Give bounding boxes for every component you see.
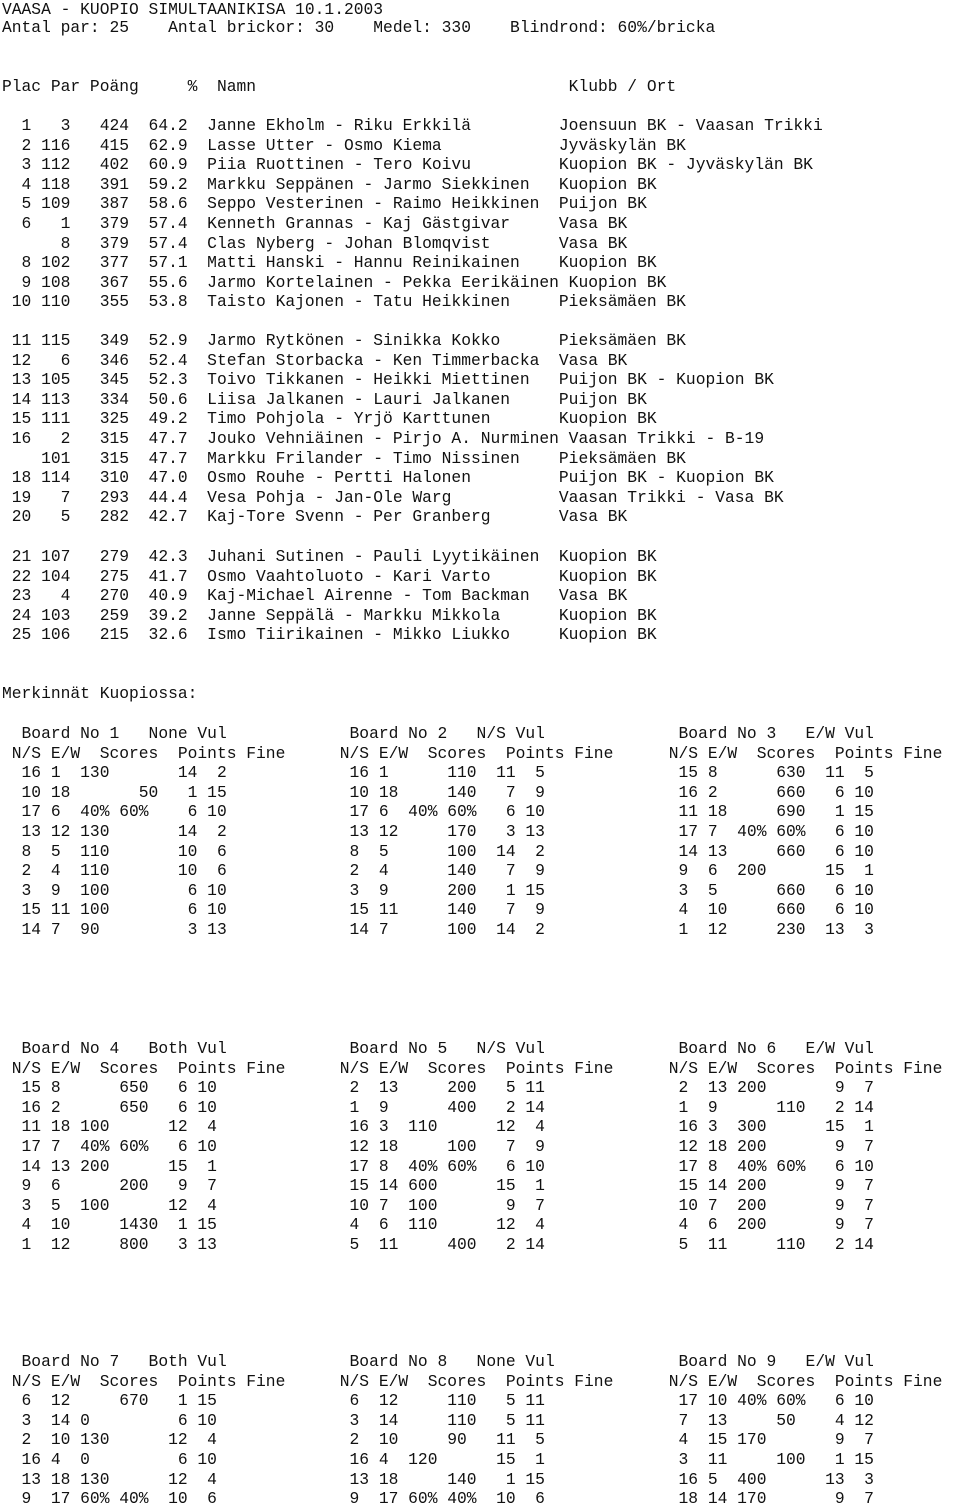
board-row: 5 11 400 2 14	[330, 1235, 545, 1254]
board-title: Board No 6 E/W Vul	[659, 1039, 874, 1058]
board-row: 17 6 40% 60% 6 10	[330, 802, 545, 822]
board-row: 16 4 0 6 10	[2, 1450, 217, 1469]
board-row: 1 12 230 13 3	[659, 920, 874, 939]
board-row: 16 3 300 15 1	[659, 1117, 874, 1137]
board-row: 15 8 630 11 5	[659, 763, 874, 783]
board-row: 4 10 660 6 10	[659, 900, 874, 920]
board-row: 13 18 130 12 4	[2, 1469, 217, 1489]
board-row: 7 13 50 4 12	[659, 1410, 874, 1430]
board-row: 18 14 170 9 7	[659, 1489, 874, 1509]
board-row: 16 1 130 14 2	[2, 763, 227, 783]
board-row: 2 13 200 5 11	[330, 1078, 545, 1098]
board-header: N/S E/W Scores Points Fine	[2, 743, 286, 763]
board-header: N/S E/W Scores Points Fine	[2, 1371, 286, 1391]
board-row: 10 18 140 7 9	[330, 782, 545, 802]
board-header: N/S E/W Scores Points Fine	[659, 743, 943, 763]
board-row: 16 2 660 6 10	[659, 782, 874, 802]
result-row: 101 315 47.7 Markku Frilander - Timo Nissinen Pieksämäen BK	[2, 448, 686, 468]
board-row: 1 9 400 2 14	[330, 1097, 545, 1117]
board-row: 2 4 110 10 6	[2, 861, 227, 881]
result-row: 8 379 57.4 Clas Nyberg - Johan Blomqvist Vasa BK	[2, 233, 628, 253]
board-row: 12 18 200 9 7	[659, 1137, 874, 1156]
board-row: 14 13 200 15 1	[2, 1156, 217, 1176]
result-row: 14 113 334 50.6 Liisa Jalkanen - Lauri Jalkanen Puijon BK	[2, 389, 647, 409]
result-row: 23 4 270 40.9 Kaj-Michael Airenne - Tom Backman Vasa BK	[2, 586, 628, 606]
board-row: 16 4 120 15 1	[330, 1450, 545, 1469]
board-header: N/S E/W Scores Points Fine	[330, 1058, 614, 1078]
result-row: 1 3 424 64.2 Janne Ekholm - Riku Erkkilä Joensuun BK - Vaasan Trikki	[2, 116, 823, 135]
board-row: 10 7 100 9 7	[330, 1195, 545, 1215]
board-row: 11 18 100 12 4	[2, 1117, 217, 1137]
board-header: N/S E/W Scores Points Fine	[2, 1058, 286, 1078]
board-title: Board No 4 Both Vul	[2, 1039, 227, 1058]
board-row: 14 7 100 14 2	[330, 920, 545, 939]
board-row: 16 5 400 13 3	[659, 1469, 874, 1489]
board-row: 1 12 800 3 13	[2, 1235, 217, 1254]
board-row: 17 8 40% 60% 6 10	[659, 1156, 874, 1176]
board-row: 9 17 60% 40% 10 6	[2, 1489, 217, 1509]
result-row: 21 107 279 42.3 Juhani Sutinen - Pauli Lyytikäinen Kuopion BK	[2, 547, 657, 566]
board-row: 14 7 90 3 13	[2, 920, 227, 939]
board-row: 9 6 200 15 1	[659, 861, 874, 881]
result-row: 11 115 349 52.9 Jarmo Rytkönen - Sinikka Kokko Pieksämäen BK	[2, 331, 686, 350]
result-row: 12 6 346 52.4 Stefan Storbacka - Ken Timmerbacka Vasa BK	[2, 350, 628, 370]
board-row: 9 6 200 9 7	[2, 1176, 217, 1196]
notes-heading: Merkinnät Kuopiossa:	[2, 684, 198, 703]
board-row: 8 5 110 10 6	[2, 841, 227, 861]
board-row: 15 11 100 6 10	[2, 900, 227, 920]
board-row: 15 14 600 15 1	[330, 1176, 545, 1196]
board-row: 3 14 110 5 11	[330, 1410, 545, 1430]
board-row: 3 9 200 1 15	[330, 880, 545, 900]
board-title: Board No 8 None Vul	[330, 1352, 555, 1371]
result-row: 22 104 275 41.7 Osmo Vaahtoluoto - Kari Varto Kuopion BK	[2, 566, 657, 586]
board-row: 3 5 100 12 4	[2, 1195, 217, 1215]
board-row: 4 10 1430 1 15	[2, 1215, 217, 1235]
board-row: 5 11 110 2 14	[659, 1235, 874, 1254]
board-row: 16 1 110 11 5	[330, 763, 545, 783]
board-row: 3 5 660 6 10	[659, 880, 874, 900]
board-title: Board No 7 Both Vul	[2, 1352, 227, 1371]
board-row: 10 7 200 9 7	[659, 1195, 874, 1215]
result-row: 9 108 367 55.6 Jarmo Kortelainen - Pekka Eerikäinen Kuopion BK	[2, 272, 667, 292]
result-row: 16 2 315 47.7 Jouko Vehniäinen - Pirjo A. Nurminen Vaasan Trikki - B-19	[2, 429, 765, 448]
board-header: N/S E/W Scores Points Fine	[330, 743, 614, 763]
result-row: 15 111 325 49.2 Timo Pohjola - Yrjö Karttunen Kuopion BK	[2, 409, 657, 429]
board-row: 1 9 110 2 14	[659, 1097, 874, 1117]
result-row: 8 102 377 57.1 Matti Hanski - Hannu Reinikainen Kuopion BK	[2, 253, 657, 273]
document-subtitle: Antal par: 25 Antal brickor: 30 Medel: 330 Blindrond: 60%/bricka	[2, 18, 716, 37]
result-row: 5 109 387 58.6 Seppo Vesterinen - Raimo Heikkinen Puijon BK	[2, 194, 647, 214]
board-row: 17 8 40% 60% 6 10	[330, 1156, 545, 1176]
board-row: 15 11 140 7 9	[330, 900, 545, 920]
board-title: Board No 2 N/S Vul	[330, 724, 545, 743]
board-row: 16 3 110 12 4	[330, 1117, 545, 1137]
board-row: 13 18 140 1 15	[330, 1469, 545, 1489]
board-row: 17 7 40% 60% 6 10	[659, 822, 874, 841]
result-row: 6 1 379 57.4 Kenneth Grannas - Kaj Gästgivar Vasa BK	[2, 214, 628, 233]
board-row: 4 6 110 12 4	[330, 1215, 545, 1235]
result-row: 4 118 391 59.2 Markku Seppänen - Jarmo Siekkinen Kuopion BK	[2, 174, 657, 194]
board-row: 2 13 200 9 7	[659, 1078, 874, 1098]
result-row: 24 103 259 39.2 Janne Seppälä - Markku Mikkola Kuopion BK	[2, 605, 657, 625]
board-row: 3 11 100 1 15	[659, 1450, 874, 1469]
board-row: 17 6 40% 60% 6 10	[2, 802, 227, 822]
board-row: 2 10 90 11 5	[330, 1430, 545, 1450]
document-title: VAASA - KUOPIO SIMULTAANIKISA 10.1.2003	[2, 0, 384, 19]
result-row: 19 7 293 44.4 Vesa Pohja - Jan-Ole Warg Vaasan Trikki - Vasa BK	[2, 487, 784, 507]
board-title: Board No 1 None Vul	[2, 724, 227, 743]
board-row: 8 5 100 14 2	[330, 841, 545, 861]
board-row: 6 12 670 1 15	[2, 1391, 217, 1411]
board-title: Board No 5 N/S Vul	[330, 1039, 545, 1058]
board-row: 13 12 130 14 2	[2, 822, 227, 841]
board-row: 10 18 50 1 15	[2, 782, 227, 802]
board-row: 17 7 40% 60% 6 10	[2, 1137, 217, 1156]
board-title: Board No 3 E/W Vul	[659, 724, 874, 743]
board-row: 15 14 200 9 7	[659, 1176, 874, 1196]
board-row: 4 15 170 9 7	[659, 1430, 874, 1450]
board-row: 17 10 40% 60% 6 10	[659, 1391, 874, 1411]
board-row: 3 14 0 6 10	[2, 1410, 217, 1430]
result-row: 10 110 355 53.8 Taisto Kajonen - Tatu Heikkinen Pieksämäen BK	[2, 292, 686, 312]
board-header: N/S E/W Scores Points Fine	[330, 1371, 614, 1391]
result-row: 2 116 415 62.9 Lasse Utter - Osmo Kiema Jyväskylän BK	[2, 135, 686, 155]
board-header: N/S E/W Scores Points Fine	[659, 1058, 943, 1078]
board-header: N/S E/W Scores Points Fine	[659, 1371, 943, 1391]
board-row: 16 2 650 6 10	[2, 1097, 217, 1117]
result-row: 13 105 345 52.3 Toivo Tikkanen - Heikki Miettinen Puijon BK - Kuopion BK	[2, 370, 774, 390]
board-row: 9 17 60% 40% 10 6	[330, 1489, 545, 1509]
board-row: 3 9 100 6 10	[2, 880, 227, 900]
board-title: Board No 9 E/W Vul	[659, 1352, 874, 1371]
result-row: 3 112 402 60.9 Piia Ruottinen - Tero Koivu Kuopion BK - Jyväskylän BK	[2, 155, 813, 175]
board-row: 4 6 200 9 7	[659, 1215, 874, 1235]
board-row: 12 18 100 7 9	[330, 1137, 545, 1156]
results-header: Plac Par Poäng % Namn Klubb / Ort	[2, 77, 677, 96]
result-row: 20 5 282 42.7 Kaj-Tore Svenn - Per Granberg Vasa BK	[2, 507, 628, 527]
result-row: 25 106 215 32.6 Ismo Tiirikainen - Mikko Liukko Kuopion BK	[2, 625, 657, 645]
result-row: 18 114 310 47.0 Osmo Rouhe - Pertti Halonen Puijon BK - Kuopion BK	[2, 468, 774, 488]
board-row: 15 8 650 6 10	[2, 1078, 217, 1098]
board-row: 13 12 170 3 13	[330, 822, 545, 841]
board-row: 14 13 660 6 10	[659, 841, 874, 861]
board-row: 6 12 110 5 11	[330, 1391, 545, 1411]
board-row: 2 10 130 12 4	[2, 1430, 217, 1450]
board-row: 11 18 690 1 15	[659, 802, 874, 822]
board-row: 2 4 140 7 9	[330, 861, 545, 881]
